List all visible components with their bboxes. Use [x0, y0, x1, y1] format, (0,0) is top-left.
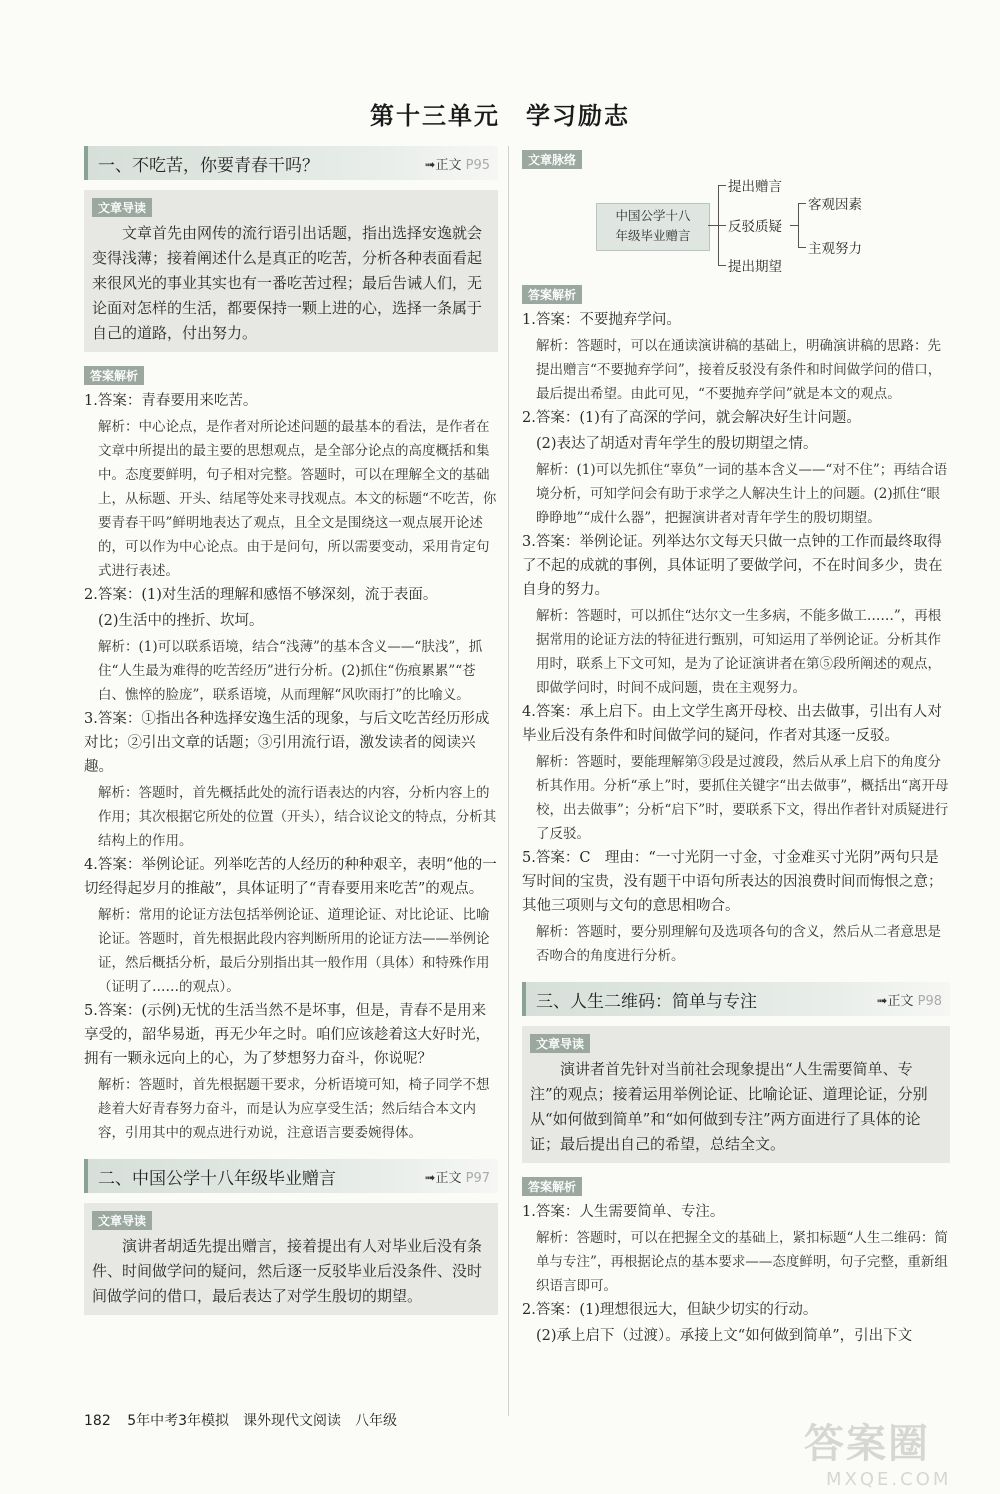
text-reference: ➟正文 P98	[876, 994, 942, 1009]
connector	[790, 225, 798, 226]
answer-1: 1.答案：青春要用来吃苦。	[84, 393, 258, 409]
answer-2: 2.答案：(1)理想很远大，但缺少切实的行动。	[522, 1302, 818, 1318]
left-column	[84, 146, 498, 1325]
flow-tag: 文章脉络	[522, 150, 582, 169]
answer-2: 2.答案：(1)有了高深的学问，就会解决好生计问题。	[522, 410, 861, 426]
diagram-node: 提出赠言	[728, 179, 782, 195]
diagram-node: 提出期望	[728, 259, 782, 275]
ref-page: P98	[917, 994, 942, 1009]
analysis-2: 解析：(1)可以先抓住“辜负”一词的基本含义——“对不住”；再结合语境分析，可知学问会有助于求学之人解决生计上的问题。(2)抓住“眼睁睁地”“成什么器”，把握演讲者对青年学生的殷切期望。	[536, 462, 948, 526]
analysis-5: 解析：答题时，首先根据题干要求，分析语境可知，椅子同学不想趁着大好青春努力奋斗，而是认为应享受生活；然后结合本文内容，引用其中的观点进行劝说，注意语言要委婉得体。	[98, 1077, 490, 1141]
analysis-2: 解析：(1)可以联系语境，结合“浅薄”的基本含义——“肤浅”，抓住“人生最为难得的吃苦经历”进行分析。(2)抓住“伤痕累累”“苍白、憔悴的脸庞”，联系语境，从而理解“风吹雨打”的比喻义。	[98, 639, 483, 703]
section-title: 二、中国公学十八年级毕业赠言	[98, 1169, 336, 1189]
answer-2-part: (2)生活中的挫折、坎坷。	[98, 613, 264, 629]
answer-2: 2.答案：(1)对生活的理解和感悟不够深刻，流于表面。	[84, 587, 438, 603]
answers-tag: 答案解析	[84, 366, 144, 385]
article-summary	[522, 1026, 950, 1163]
watermark-logo	[804, 1412, 974, 1490]
diagram-node: 主观努力	[808, 241, 862, 257]
article-summary	[84, 1203, 498, 1315]
summary-text: 文章首先由网传的流行语引出话题，指出选择安逸就会变得浅薄；接着阐述什么是真正的吃苦，分析各种表面看起来很风光的事业其实也有一番吃苦过程；最后告诫人们，无论面对怎样的生活，都要保持一颗上进的心，选择一条属于自己的道路，付出努力。	[92, 224, 483, 342]
section-title: 一、不吃苦，你要青春干吗？	[98, 156, 319, 176]
section-header-3	[522, 982, 950, 1016]
connector	[708, 225, 718, 226]
ref-page: P95	[465, 158, 490, 173]
watermark-text: 答案圈	[804, 1421, 930, 1467]
analysis-1: 解析：中心论点，是作者对所论述问题的最基本的看法，是作者在文章中所提出的最主要的思想观点，是全部分论点的高度概括和集中。态度要鲜明，句子相对完整。答题时，可以在理解全文的基础上，从标题、开头、结尾等处来寻找观点。本文的标题“不吃苦，你要青春干吗”鲜明地表达了观点，且全文是围绕这一观点展开论述的，可以作为中心论点。由于是问句，所以需要变动，采用肯定句式进行表述。	[98, 419, 497, 579]
analysis-3: 解析：答题时，可以抓住“达尔文一生多病，不能多做工……”，再根据常用的论证方法的特征进行甄别，可知运用了举例论证。分析其作用时，联系上下文可知，是为了论证演讲者在第⑤段所阐述的观点，即做学问时，时间不成问题，贵在主观努力。	[536, 608, 942, 696]
analysis-1: 解析：答题时，可以在通读演讲稿的基础上，明确演讲稿的思路：先提出赠言“不要抛弃学问”，接着反驳没有条件和时间做学问的借口，最后提出希望。由此可见，“不要抛弃学问”就是本文的观点。	[536, 338, 942, 402]
page-title: 第十三单元 学习励志	[370, 102, 630, 130]
answer-1: 1.答案：人生需要简单、专注。	[522, 1204, 725, 1220]
answer-4: 4.答案：承上启下。由上文学生离开母校、出去做事，引出有人对毕业后没有条件和时间做学问的疑问，作者对其逐一反驳。	[522, 704, 942, 744]
analysis-4: 解析：答题时，要能理解第③段是过渡段，然后从承上启下的角度分析其作用。分析“承上”时，要抓住关键字“出去做事”，概括出“离开母校，出去做事”；分析“启下”时，要联系下文，得出作者针对质疑进行了反驳。	[536, 754, 949, 842]
summary-tag: 文章导读	[530, 1034, 590, 1053]
ref-label: 正文	[435, 158, 462, 173]
ref-label: 正文	[435, 1171, 462, 1186]
article-summary	[84, 190, 498, 352]
answer-5: 5.答案：C 理由：“一寸光阴一寸金，寸金难买寸光阴”两句只是写时间的宝贵，没有题干中语句所表达的因浪费时间而悔恨之意；其他三项则与文句的意思相吻合。	[522, 850, 943, 914]
answer-5: 5.答案：(示例)无忧的生活当然不是坏事，但是，青春不是用来享受的，韶华易逝，再无少年之时。咱们应该趁着这大好时光，拥有一颗永远向上的心，为了梦想努力奋斗，你说呢？	[84, 1003, 490, 1067]
section-header-2	[84, 1159, 498, 1193]
text-reference: ➟正文 P97	[424, 1171, 490, 1186]
diagram-root	[596, 203, 710, 251]
connector	[798, 203, 806, 204]
answer-3: 3.答案：①指出各种选择安逸生活的现象，与后文吃苦经历形成对比；②引出文章的话题；③引用流行语，激发读者的阅读兴趣。	[84, 711, 490, 775]
analysis-1: 解析：答题时，可以在把握全文的基础上，紧扣标题“人生二维码：简单与专注”，再根据论点的基本要求——态度鲜明，句子完整，重新组织语言即可。	[536, 1230, 948, 1294]
analysis-5: 解析：答题时，要分别理解句及选项各句的含义，然后从二者意思是否吻合的角度进行分析。	[536, 924, 941, 964]
diagram-node: 反驳质疑	[728, 219, 782, 235]
page-number: 182	[84, 1413, 111, 1429]
book-title: 5年中考3年模拟 课外现代文阅读 八年级	[127, 1413, 398, 1429]
root-line-2: 年级毕业赠言	[615, 228, 691, 243]
answer-3: 3.答案：举例论证。列举达尔文每天只做一点钟的工作而最终取得了不起的成就的事例，具体证明了要做学问，不在时间多少，贵在自身的努力。	[522, 534, 943, 598]
diagram-node: 客观因素	[808, 197, 862, 213]
section-title: 三、人生二维码：简单与专注	[536, 992, 757, 1012]
text-reference: ➟正文 P95	[424, 158, 490, 173]
summary-text: 演讲者首先针对当前社会现象提出“人生需要简单、专注”的观点；接着运用举例论证、比喻论证、道理论证，分别从“如何做到简单”和“如何做到专注”两方面进行了具体的论证；最后提出自己的希望，总结全文。	[530, 1060, 928, 1153]
answer-2-part: (2)承上启下（过渡）。承接上文“如何做到简单”，引出下文	[536, 1328, 913, 1344]
structure-diagram	[522, 177, 950, 273]
section-header-1	[84, 146, 498, 180]
page-footer	[84, 1410, 397, 1430]
root-line-1: 中国公学十八	[615, 208, 691, 223]
connector	[718, 185, 726, 186]
ref-label: 正文	[887, 994, 914, 1009]
answers-tag: 答案解析	[522, 1177, 582, 1196]
answer-1: 1.答案：不要抛弃学问。	[522, 312, 681, 328]
analysis-3: 解析：答题时，首先概括此处的流行语表达的内容，分析内容上的作用；其次根据它所处的位置（开头），结合议论文的特点，分析其结构上的作用。	[98, 785, 497, 849]
summary-tag: 文章导读	[92, 1211, 152, 1230]
column-divider	[508, 146, 509, 1416]
bracket-line	[798, 203, 799, 247]
connector	[718, 265, 726, 266]
ref-page: P97	[465, 1171, 490, 1186]
summary-text: 演讲者胡适先提出赠言，接着提出有人对毕业后没有条件、时间做学问的疑问，然后逐一反驳毕业后没条件、没时间做学问的借口，最后表达了对学生殷切的期望。	[92, 1237, 483, 1305]
connector	[798, 247, 806, 248]
analysis-4: 解析：常用的论证方法包括举例论证、道理论证、对比论证、比喻论证。答题时，首先根据此段内容判断所用的论证方法——举例论证，然后概括分析，最后分别指出其一般作用（具体）和特殊作用（证明了……的观点）。	[98, 907, 490, 995]
summary-tag: 文章导读	[92, 198, 152, 217]
answer-4: 4.答案：举例论证。列举吃苦的人经历的种种艰辛，表明“他的一切经得起岁月的推敲”，具体证明了“青春要用来吃苦”的观点。	[84, 857, 497, 897]
watermark-url: MXQE.COM	[826, 1469, 952, 1490]
answers-tag: 答案解析	[522, 285, 582, 304]
answer-2-part: (2)表达了胡适对青年学生的殷切期望之情。	[536, 436, 818, 452]
connector	[718, 225, 726, 226]
right-column	[522, 146, 950, 1350]
